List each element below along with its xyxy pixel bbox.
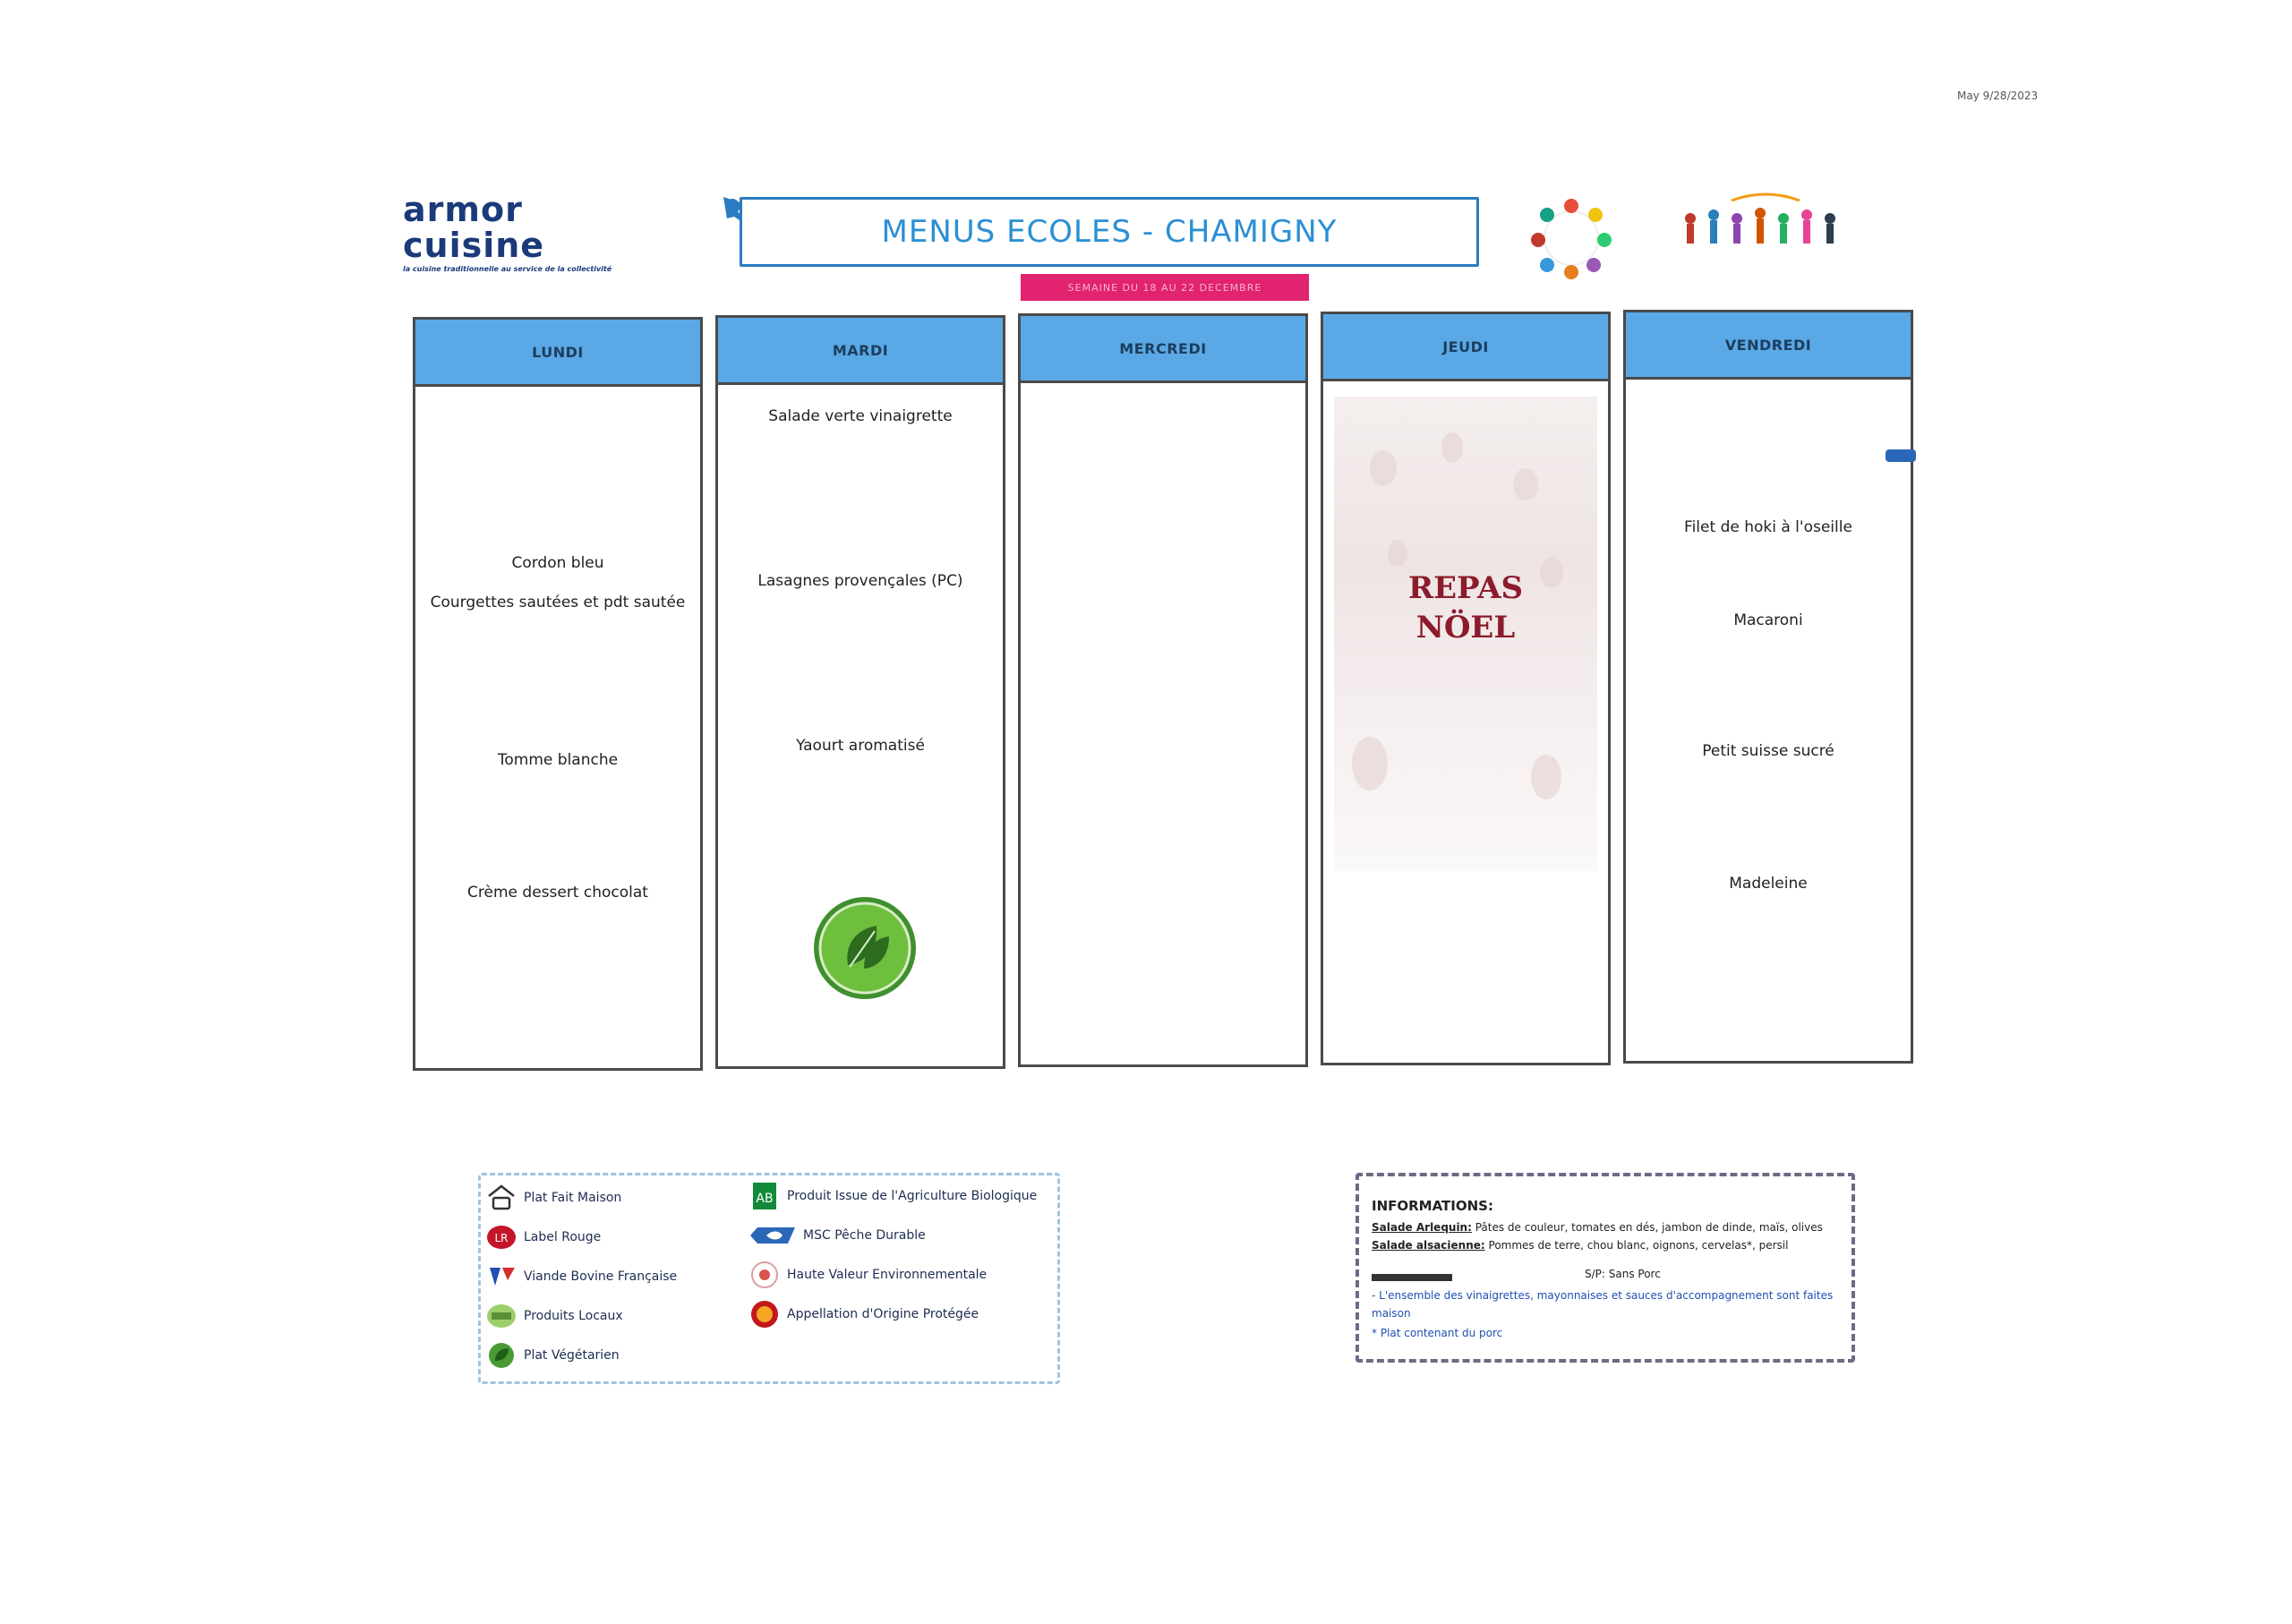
children-drawing-icon — [1678, 192, 1853, 263]
info-porc: * Plat contenant du porc — [1372, 1327, 1503, 1339]
logo-brand: armor cuisine — [403, 190, 545, 265]
menu-item: Cordon bleu — [511, 554, 604, 572]
menu-item: Crème dessert chocolat — [467, 884, 648, 902]
menu-item: Lasagnes provençales (PC) — [757, 572, 963, 590]
produits-locaux-icon — [484, 1301, 518, 1331]
msc-fish-icon — [1886, 449, 1916, 462]
viande-bovine-icon — [484, 1261, 518, 1292]
column-mercredi — [1018, 313, 1308, 1067]
legend-item: Haute Valeur Environnementale — [748, 1260, 987, 1290]
column-mardi — [715, 315, 1005, 1069]
vegetarian-leaf-icon — [812, 895, 918, 1001]
armor-cuisine-logo — [403, 192, 671, 273]
svg-text:AB: AB — [756, 1192, 774, 1206]
legend-item: Viande Bovine Française — [484, 1261, 677, 1292]
logo-tagline: la cuisine traditionnelle au service de la collectivité — [403, 265, 612, 273]
column-vendredi — [1623, 310, 1913, 1064]
column-header-mardi: MARDI — [718, 318, 1003, 385]
legend-item: Produits Locaux — [484, 1301, 623, 1331]
legend-item: Plat Fait Maison — [484, 1183, 621, 1213]
label-rouge-icon — [484, 1222, 518, 1252]
info-sans-porc: S/P: Sans Porc — [1585, 1268, 1661, 1280]
week-badge: SEMAINE DU 18 AU 22 DECEMBRE — [1021, 274, 1309, 301]
info-title: INFORMATIONS: — [1372, 1198, 1493, 1214]
title-box — [740, 197, 1479, 267]
leaf-icon — [484, 1340, 518, 1371]
menu-item: Salade verte vinaigrette — [768, 407, 953, 425]
menu-item: Yaourt aromatisé — [796, 737, 925, 755]
legend-item: LR Label Rouge — [484, 1222, 601, 1252]
info-line-salade-alsacienne: Salade alsacienne: Pommes de terre, chou blanc, oignons, cervelas*, persil — [1372, 1239, 1789, 1252]
information-box — [1356, 1173, 1855, 1363]
redacted-mark — [1372, 1271, 1452, 1284]
column-header-jeudi: JEUDI — [1323, 314, 1608, 381]
page-title: MENUS ECOLES - CHAMIGNY — [881, 214, 1338, 250]
ab-bio-icon — [748, 1181, 782, 1211]
house-pot-icon — [484, 1183, 518, 1213]
column-header-vendredi: VENDREDI — [1626, 312, 1911, 380]
aop-icon — [748, 1299, 782, 1329]
column-header-lundi: LUNDI — [415, 320, 700, 387]
menu-item: Macaroni — [1733, 611, 1803, 629]
menu-item: Madeleine — [1729, 875, 1808, 893]
children-circle-icon — [1522, 193, 1621, 283]
menu-item: Courgettes sautées et pdt sautée — [430, 594, 686, 611]
repas-noel-text: REPAS NÖEL — [1407, 570, 1524, 645]
column-header-mercredi: MERCREDI — [1021, 316, 1305, 383]
legend-item: MSC Pêche Durable — [748, 1220, 926, 1251]
legend-box — [478, 1173, 1060, 1384]
legend-item: Appellation d'Origine Protégée — [748, 1299, 979, 1329]
column-jeudi — [1321, 312, 1611, 1065]
msc-fish-icon — [748, 1220, 798, 1251]
info-maison: maison — [1372, 1307, 1411, 1320]
hve-icon — [748, 1260, 782, 1290]
info-line-salade-arlequin: Salade Arlequin: Pâtes de couleur, tomates en dés, jambon de dinde, maïs, olives — [1372, 1221, 1823, 1234]
menu-item: Petit suisse sucré — [1702, 742, 1834, 760]
menu-item: Tomme blanche — [497, 751, 619, 769]
column-lundi — [413, 317, 703, 1071]
legend-item: Plat Végétarien — [484, 1340, 620, 1371]
svg-text:LR: LR — [494, 1232, 509, 1244]
legend-item: AB Produit Issue de l'Agriculture Biologique — [748, 1181, 1037, 1211]
menu-item: Filet de hoki à l'oseille — [1684, 518, 1852, 536]
info-vinaigrettes: - L'ensemble des vinaigrettes, mayonnaises et sauces d'accompagnement sont faites — [1372, 1289, 1834, 1302]
date-stamp: May 9/28/2023 — [1957, 90, 2039, 102]
